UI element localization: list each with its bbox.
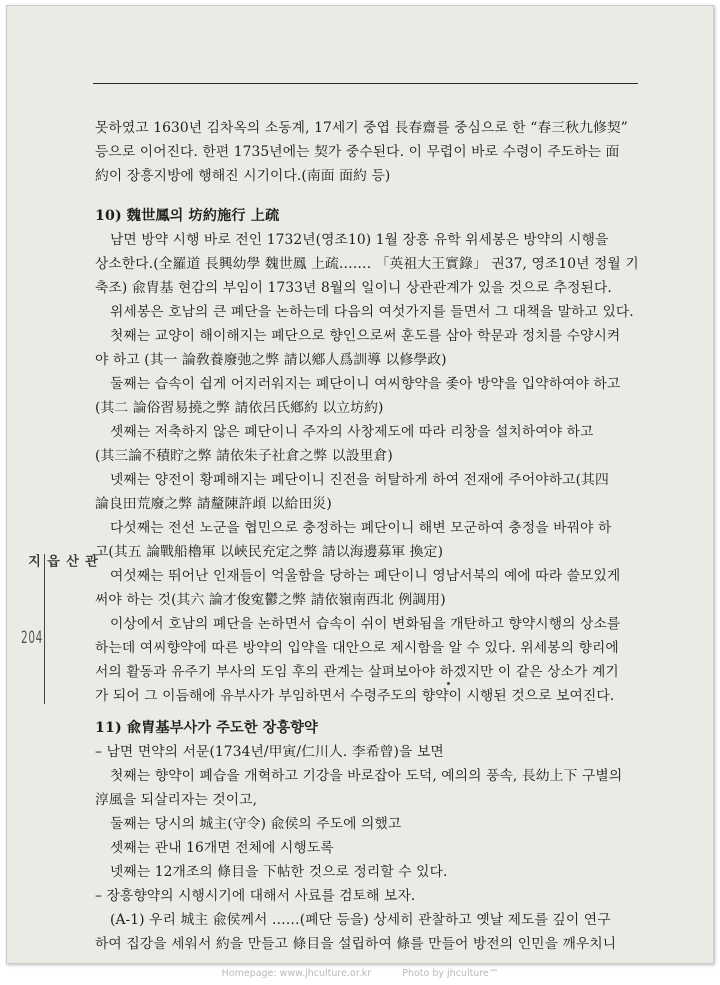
text-line: 야 하고 (其一 論敎養廢弛之弊 請以鄕人爲訓導 以修學政) [95, 352, 447, 368]
section-heading: 10) 魏世鳳의 坊約施行 上疏 [95, 208, 280, 224]
text-line: 등으로 이어진다. 한편 1735년에는 契가 중수된다. 이 무렵이 바로 수령이 주도하는 面 [95, 144, 620, 160]
text-line: 고(其五 論戰船櫓軍 以峽民充定之弊 請以海邊募軍 換定) [95, 544, 444, 560]
text-line: 상소한다.(全羅道 長興幼學 魏世鳳 上疏……. 「英祖大王實錄」 권37, 영조10년 정월 기 [95, 256, 639, 272]
text-line: 가 되어 그 이듬해에 유부사가 부임하면서 수령주도의 향약이 시행된 것으로 보여진다. [95, 688, 615, 704]
text-line: 못하였고 1630년 김차옥의 소동계, 17세기 중엽 長春齋를 중심으로 한 “春三秋九修契” [95, 120, 628, 136]
text-line: (A-1) 우리 城主 兪侯께서 ……(폐단 등을) 상세히 관찰하고 옛날 제도를 깊이 연구 [110, 912, 611, 928]
header-rule [93, 83, 638, 84]
homepage-link[interactable]: Homepage: www.jhculture.or.kr [221, 968, 372, 979]
text-line: 셋째는 저축하지 않은 폐단이니 주자의 사창제도에 따라 리창을 설치하여야 하고 [110, 424, 594, 440]
text-line: 써야 하는 것(其六 論才俊寃鬱之弊 請依嶺南西北 例調用) [95, 592, 446, 608]
text-line: 넷째는 12개조의 條目을 下帖한 것으로 정리할 수 있다. [110, 864, 448, 880]
text-line: (其三論不積貯之弊 請依朱子社倉之弊 以設里倉) [95, 448, 393, 464]
book-page [6, 5, 714, 964]
page-number: 204 [21, 628, 43, 648]
stray-mark [447, 682, 450, 685]
photo-credit: Photo by jhculture™ [402, 968, 499, 979]
text-line: – 장흥향약의 시행시기에 대해서 사료를 검토해 보자. [95, 888, 416, 904]
text-line: 論良田荒廢之弊 請釐陳許頉 以給田災) [95, 496, 332, 512]
section-heading: 11) 兪胄基부사가 주도한 장흥향약 [95, 720, 318, 736]
text-line: 淳風을 되살리자는 것이고, [95, 792, 258, 808]
text-line: 첫째는 교양이 해이해지는 폐단으로 향인으로써 훈도를 삼아 학문과 정치를 수양시켜 [110, 328, 621, 344]
text-line: 넷째는 양전이 황폐해지는 폐단이니 진전을 허탈하게 하여 전재에 주어야하고(其四 [110, 472, 609, 488]
photo-credit-footer [0, 968, 720, 979]
text-line: 둘째는 습속이 쉽게 어지러워지는 폐단이니 여씨향약을 좇아 방약을 입약하여야 하고 [110, 376, 621, 392]
text-line: – 남면 면약의 서문(1734년/甲寅/仁川人. 李希曾)을 보면 [95, 744, 444, 760]
side-rule [44, 554, 45, 704]
text-line: 위세봉은 호남의 큰 폐단을 논하는데 다음의 여섯가지를 들면서 그 대책을 말하고 있다. [110, 304, 634, 320]
text-line: 셋째는 관내 16개면 전체에 시행도록 [110, 840, 334, 856]
section-title: 관산읍지 [25, 554, 97, 569]
text-line: 다섯째는 전선 노군을 협민으로 충정하는 폐단이니 해변 모군하여 충정을 바꿔야 하 [110, 520, 612, 536]
text-line: 여섯째는 뛰어난 인재들이 억울함을 당하는 폐단이니 영남서북의 예에 따라 쓸모있게 [110, 568, 621, 584]
text-line: 하여 집강을 세워서 約을 만들고 條目을 설립하여 條를 만들어 방전의 인민을 깨우치니 [95, 936, 617, 952]
text-line: 約이 장흥지방에 행해진 시기이다.(南面 面約 등) [95, 168, 391, 184]
text-line: 서의 활동과 유주기 부사의 도임 후의 관계는 살펴보아야 하겠지만 이 같은 상소가 계기 [95, 664, 619, 680]
text-line: 남면 방약 시행 바로 전인 1732년(영조10) 1월 장흥 유학 위세봉은 방약의 시행을 [110, 232, 609, 248]
text-line: (其二 論俗習易撓之弊 請依呂氏鄕約 以立坊約) [95, 400, 384, 416]
text-line: 이상에서 호남의 폐단을 논하면서 습속이 쉬이 변화됨을 개탄하고 향약시행의 상소를 [110, 616, 621, 632]
text-line: 축조) 兪胄基 현감의 부임이 1733년 8월의 일이니 상관관계가 있을 것으로 추정된다. [95, 280, 612, 296]
text-line: 첫째는 향약이 폐습을 개혁하고 기강을 바로잡아 도덕, 예의의 풍속, 長幼上下 구별의 [110, 768, 623, 784]
text-line: 하는데 여씨향약에 따른 방약의 입약을 대안으로 제시함을 알 수 있다. 위세봉의 향리에 [95, 640, 619, 656]
text-line: 둘째는 당시의 城主(守令) 兪侯의 주도에 의했고 [110, 816, 402, 832]
